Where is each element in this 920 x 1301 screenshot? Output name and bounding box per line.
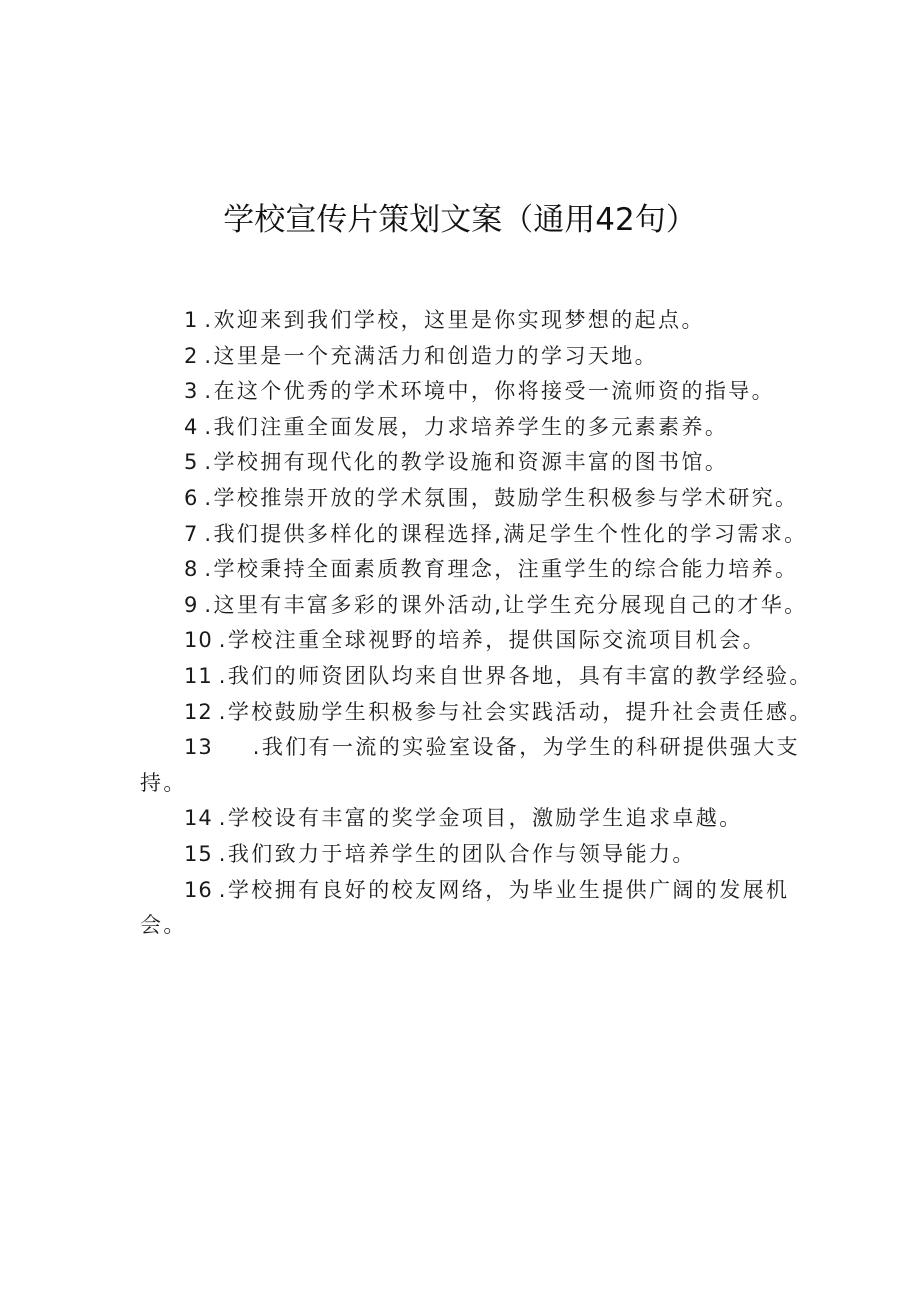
list-item: 9 .这里有丰富多彩的课外活动,让学生充分展现自己的才华。 (184, 592, 808, 617)
list-item: 12 .学校鼓励学生积极参与社会实践活动，提升社会责任感。 (184, 699, 813, 724)
list-item: 11 .我们的师资团队均来自世界各地，具有丰富的教学经验。 (184, 663, 813, 688)
list-item: 2 .这里是一个充满活力和创造力的学习天地。 (184, 343, 659, 368)
list-item: 7 .我们提供多样化的课程选择,满足学生个性化的学习需求。 (184, 521, 808, 546)
slogan-list (140, 303, 820, 944)
list-item: 13 .我们有一流的实验室设备，为学生的科研提供强大支持。 (140, 735, 801, 795)
list-item: 8 .学校秉持全面素质教育理念，注重学生的综合能力培养。 (184, 557, 799, 582)
document-title: 学校宣传片策划文案（通用42句） (223, 202, 697, 238)
list-item: 6 .学校推崇开放的学术氛围，鼓励学生积极参与学术研究。 (184, 485, 799, 510)
list-item: 10 .学校注重全球视野的培养，提供国际交流项目机会。 (184, 628, 767, 653)
list-item: 1 .欢迎来到我们学校，这里是你实现梦想的起点。 (184, 308, 705, 332)
list-item: 16 .学校拥有良好的校友网络，为毕业生提供广阔的发展机会。 (140, 877, 790, 938)
list-item: 14 .学校设有丰富的奖学金项目，激励学生追求卓越。 (184, 806, 743, 831)
list-item: 15 .我们致力于培养学生的团队合作与领导能力。 (184, 841, 696, 866)
list-item: 4 .我们注重全面发展，力求培养学生的多元素素养。 (184, 414, 729, 439)
list-item: 3 .在这个优秀的学术环境中，你将接受一流师资的指导。 (184, 379, 776, 404)
list-item: 5 .学校拥有现代化的教学设施和资源丰富的图书馆。 (184, 450, 729, 475)
